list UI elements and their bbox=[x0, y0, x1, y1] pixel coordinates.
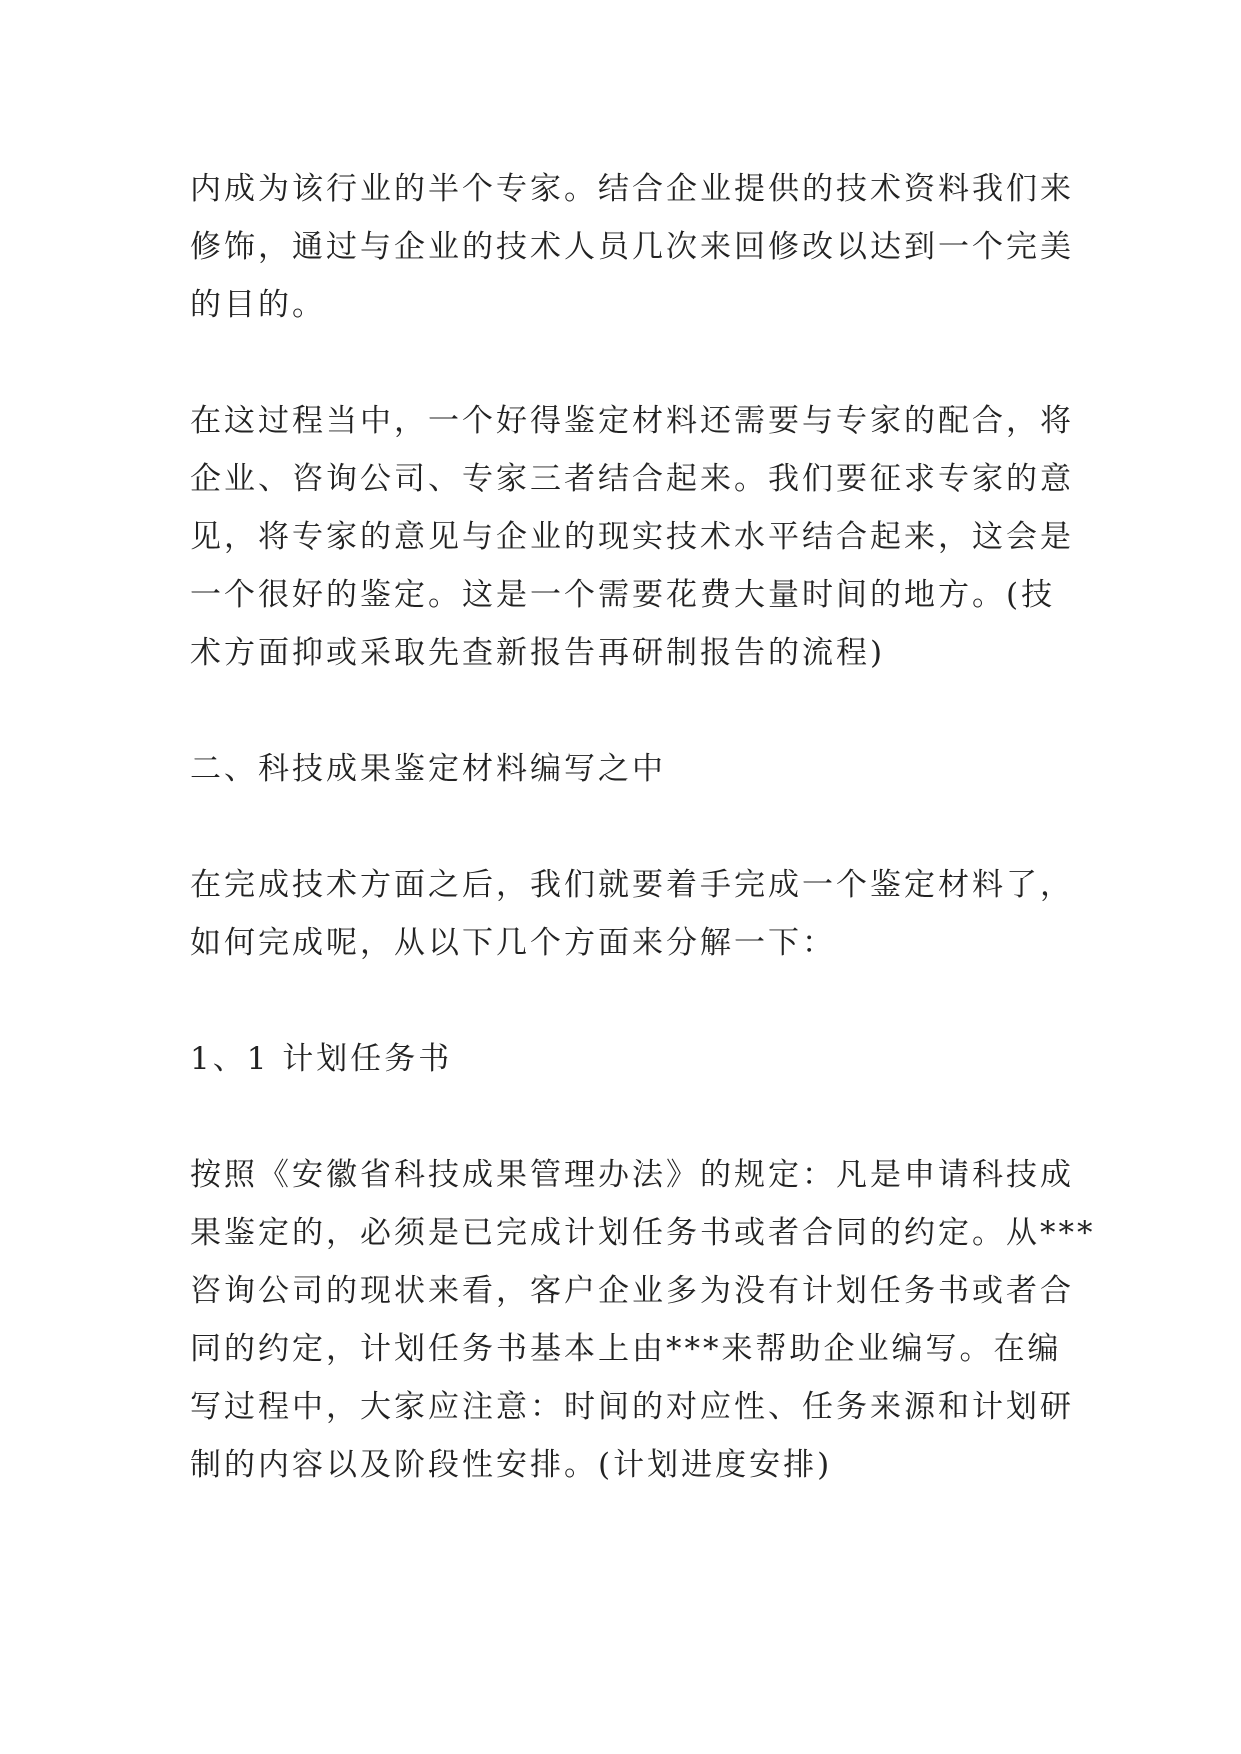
heading-text: 二、科技成果鉴定材料编写之中 bbox=[190, 751, 666, 787]
text-line: 如何完成呢，从以下几个方面来分解一下： bbox=[190, 925, 836, 961]
document-body bbox=[190, 160, 1096, 1552]
subsection-heading-1-1 bbox=[190, 1030, 1070, 1088]
text-line: 同的约定，计划任务书基本上由***来帮助企业编写。在编 bbox=[190, 1331, 1062, 1367]
paragraph-expert-cooperation bbox=[190, 392, 1074, 682]
text-line: 见，将专家的意见与企业的现实技术水平结合起来，这会是 bbox=[190, 519, 1074, 555]
text-line: 术方面抑或采取先查新报告再研制报告的流程) bbox=[190, 635, 886, 671]
text-line: 一个很好的鉴定。这是一个需要花费大量时间的地方。(技 bbox=[190, 577, 1056, 613]
text-line: 制的内容以及阶段性安排。(计划进度安排) bbox=[190, 1447, 833, 1483]
text-line: 咨询公司的现状来看，客户企业多为没有计划任务书或者合 bbox=[190, 1273, 1074, 1309]
text-line: 在完成技术方面之后，我们就要着手完成一个鉴定材料了， bbox=[190, 867, 1074, 903]
heading-text: 1、1 计划任务书 bbox=[190, 1041, 453, 1077]
section-heading-2 bbox=[190, 740, 1070, 798]
text-line: 内成为该行业的半个专家。结合企业提供的技术资料我们来 bbox=[190, 171, 1074, 207]
text-line: 修饰，通过与企业的技术人员几次来回修改以达到一个完美 bbox=[190, 229, 1074, 265]
text-line: 按照《安徽省科技成果管理办法》的规定：凡是申请科技成 bbox=[190, 1157, 1074, 1193]
paragraph-section-intro bbox=[190, 856, 1074, 972]
text-line: 企业、咨询公司、专家三者结合起来。我们要征求专家的意 bbox=[190, 461, 1074, 497]
paragraph-plan-task-book bbox=[190, 1146, 1096, 1494]
text-line: 写过程中，大家应注意：时间的对应性、任务来源和计划研 bbox=[190, 1389, 1074, 1425]
text-line: 果鉴定的，必须是已完成计划任务书或者合同的约定。从*** bbox=[190, 1215, 1096, 1251]
text-line: 的目的。 bbox=[190, 287, 326, 323]
paragraph-intro-continuation bbox=[190, 160, 1074, 334]
text-line: 在这过程当中，一个好得鉴定材料还需要与专家的配合，将 bbox=[190, 403, 1074, 439]
